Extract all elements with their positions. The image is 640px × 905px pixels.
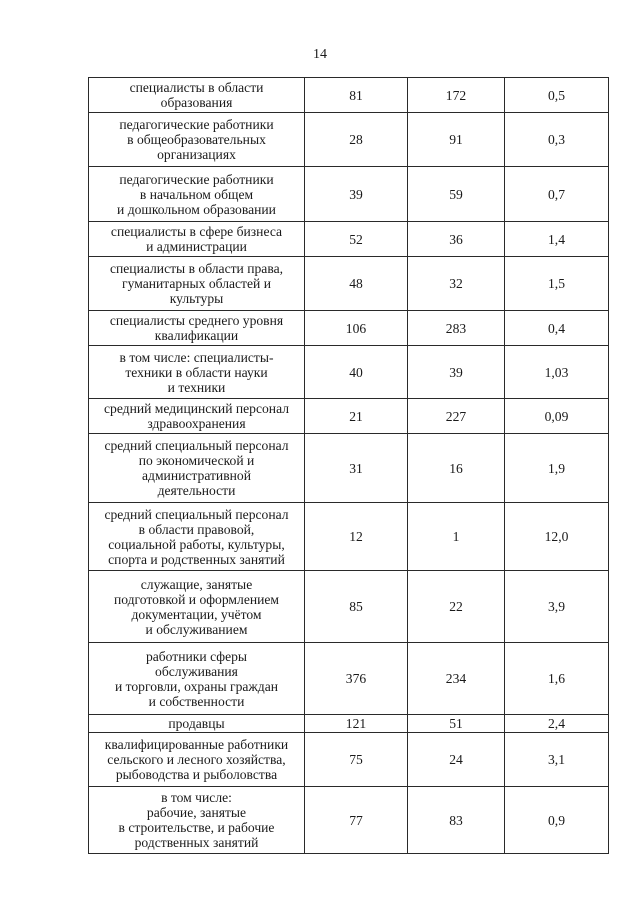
table-row — [89, 78, 609, 113]
value-cell-2: 91 — [408, 113, 505, 167]
value-cell-1: 40 — [305, 346, 408, 399]
table-row — [89, 222, 609, 257]
row-label-cell: специалисты в сфере бизнеса и администрации — [89, 222, 305, 257]
row-label-cell: в том числе: специалисты- техники в области науки и техники — [89, 346, 305, 399]
value-cell-3: 12,0 — [505, 503, 609, 571]
value-cell-2: 36 — [408, 222, 505, 257]
value-cell-2: 51 — [408, 715, 505, 733]
value-cell-3: 1,03 — [505, 346, 609, 399]
value-cell-1: 12 — [305, 503, 408, 571]
value-cell-1: 77 — [305, 787, 408, 854]
table-row — [89, 311, 609, 346]
value-cell-2: 24 — [408, 733, 505, 787]
value-cell-3: 3,9 — [505, 571, 609, 643]
value-cell-2: 83 — [408, 787, 505, 854]
value-cell-2: 234 — [408, 643, 505, 715]
value-cell-3: 3,1 — [505, 733, 609, 787]
value-cell-1: 48 — [305, 257, 408, 311]
row-label-cell: работники сферы обслуживания и торговли, охраны граждан и собственности — [89, 643, 305, 715]
value-cell-1: 28 — [305, 113, 408, 167]
data-table — [88, 77, 609, 854]
value-cell-1: 52 — [305, 222, 408, 257]
row-label-cell: средний специальный персонал в области правовой, социальной работы, культуры, спорта и родственных занятий — [89, 503, 305, 571]
row-label-cell: квалифицированные работники сельского и лесного хозяйства, рыбоводства и рыболовства — [89, 733, 305, 787]
value-cell-1: 75 — [305, 733, 408, 787]
value-cell-1: 85 — [305, 571, 408, 643]
table-row — [89, 715, 609, 733]
value-cell-3: 0,7 — [505, 167, 609, 222]
row-label-cell: средний специальный персонал по экономической и административной деятельности — [89, 434, 305, 503]
table-row — [89, 643, 609, 715]
value-cell-1: 21 — [305, 399, 408, 434]
row-label-cell: средний медицинский персонал здравоохранения — [89, 399, 305, 434]
row-label-cell: продавцы — [89, 715, 305, 733]
value-cell-1: 31 — [305, 434, 408, 503]
value-cell-1: 39 — [305, 167, 408, 222]
value-cell-1: 106 — [305, 311, 408, 346]
row-label-cell: служащие, занятые подготовкой и оформлением документации, учётом и обслуживанием — [89, 571, 305, 643]
value-cell-3: 1,9 — [505, 434, 609, 503]
value-cell-2: 16 — [408, 434, 505, 503]
row-label-cell: специалисты в области права, гуманитарных областей и культуры — [89, 257, 305, 311]
value-cell-3: 0,9 — [505, 787, 609, 854]
table-row — [89, 167, 609, 222]
row-label-cell: в том числе: рабочие, занятые в строительстве, и рабочие родственных занятий — [89, 787, 305, 854]
table-row — [89, 434, 609, 503]
value-cell-1: 81 — [305, 78, 408, 113]
value-cell-2: 1 — [408, 503, 505, 571]
table-row — [89, 733, 609, 787]
table-row — [89, 346, 609, 399]
table-row — [89, 113, 609, 167]
value-cell-3: 1,4 — [505, 222, 609, 257]
table-row — [89, 399, 609, 434]
row-label-cell: педагогические работники в общеобразовательных организациях — [89, 113, 305, 167]
value-cell-2: 22 — [408, 571, 505, 643]
table-row — [89, 571, 609, 643]
value-cell-3: 0,5 — [505, 78, 609, 113]
value-cell-2: 227 — [408, 399, 505, 434]
value-cell-2: 59 — [408, 167, 505, 222]
table-row — [89, 503, 609, 571]
value-cell-2: 39 — [408, 346, 505, 399]
table-row — [89, 787, 609, 854]
table-body — [89, 78, 609, 854]
value-cell-1: 121 — [305, 715, 408, 733]
table-row — [89, 257, 609, 311]
page-number: 14 — [313, 47, 327, 62]
value-cell-3: 0,3 — [505, 113, 609, 167]
value-cell-2: 172 — [408, 78, 505, 113]
value-cell-1: 376 — [305, 643, 408, 715]
value-cell-2: 283 — [408, 311, 505, 346]
value-cell-3: 1,5 — [505, 257, 609, 311]
row-label-cell: педагогические работники в начальном общем и дошкольном образовании — [89, 167, 305, 222]
row-label-cell: специалисты среднего уровня квалификации — [89, 311, 305, 346]
value-cell-3: 1,6 — [505, 643, 609, 715]
value-cell-3: 0,09 — [505, 399, 609, 434]
value-cell-2: 32 — [408, 257, 505, 311]
value-cell-3: 0,4 — [505, 311, 609, 346]
row-label-cell: специалисты в области образования — [89, 78, 305, 113]
value-cell-3: 2,4 — [505, 715, 609, 733]
